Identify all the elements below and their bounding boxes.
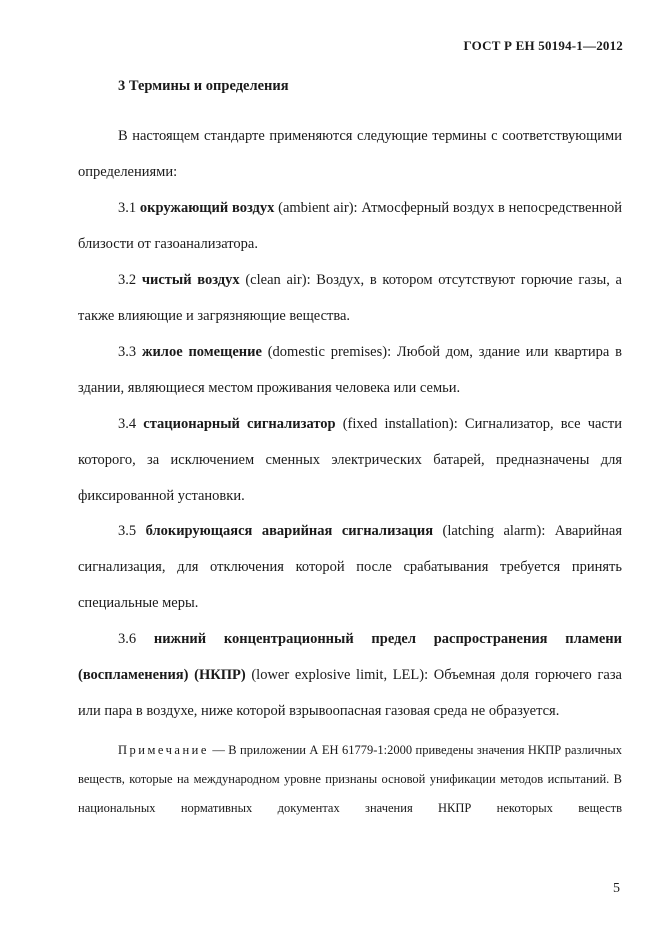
note-label: Примечание [118,743,209,757]
term-name: окружающий воздух [139,200,275,216]
term-3-4 [78,406,622,514]
term-definition: (clean air): Воздух, в котором отсутствуют горючие газы, а также влияющие и загрязняющие вещества. [78,272,622,324]
term-number: 3.6 [118,631,137,647]
term-3-1 [78,190,622,262]
term-number: 3.3 [118,344,137,360]
term-name: блокирующаяся аварийная сигнализация [145,523,434,539]
term-definition: (latching alarm): Аварийная сигнализация, для отключения которой после срабатывания требуется принять специальные меры. [78,523,622,611]
term-name: жилое помещение [141,344,262,360]
term-number: 3.1 [118,200,137,216]
term-number: 3.4 [118,416,137,432]
term-definition: (domestic premises): Любой дом, здание или квартира в здании, являющиеся местом проживания человека или семьи. [78,344,622,396]
note-paragraph [78,736,622,823]
standard-header: ГОСТ Р ЕН 50194-1—2012 [463,38,623,53]
term-3-2 [78,262,622,334]
note-text: — В приложении А ЕН 61779-1:2000 приведены значения НКПР различных веществ, которые на международном уровне признаны основой унификации методов испытаний. В национальных нормативных документах значения НКПР некоторых веществ [78,743,622,815]
term-number: 3.5 [118,523,137,539]
intro-paragraph: В настоящем стандарте применяются следующие термины с соответствующими определениями: [78,128,622,180]
term-definition: (fixed installation): Сигнализатор, все части которого, за исключением сменных электрических батарей, предназначены для фиксированной установки. [78,416,623,504]
term-3-6 [78,621,622,729]
term-name: чистый воздух [141,272,240,288]
section-title: 3 Термины и определения [118,78,289,94]
term-number: 3.2 [118,272,137,288]
term-definition: (lower explosive limit, LEL): Объемная доля горючего газа или пара в воздухе, ниже которой взрывоопасная газовая среда не образуется. [78,667,622,719]
term-name: стационарный сигнализатор [143,416,336,432]
term-definition: (ambient air): Атмосферный воздух в непосредственной близости от газоанализатора. [78,200,623,252]
term-name: нижний концентрационный предел распространения пламени (воспламенения) (НКПР) [78,631,622,683]
term-3-3 [78,334,622,406]
page-number: 5 [613,881,620,896]
term-3-5 [78,513,622,621]
